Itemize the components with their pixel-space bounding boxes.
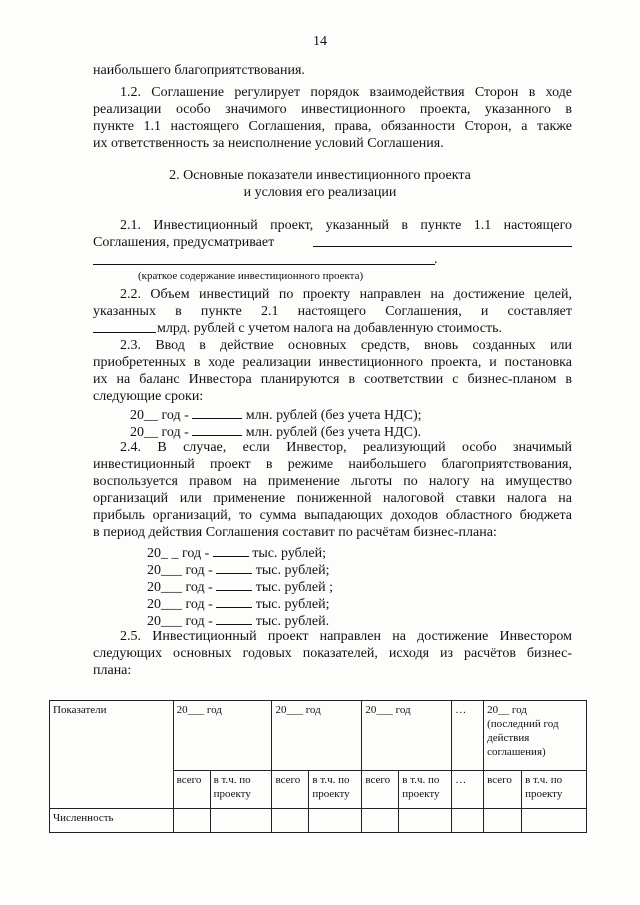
text-line: их ответственность за неисполнение условий Соглашения. — [93, 136, 444, 151]
blank-line — [216, 594, 252, 608]
amount-unit: тыс. рублей. — [255, 614, 330, 629]
year-label: 20__ год - — [130, 425, 189, 440]
blank-line — [216, 577, 252, 591]
text-line: указанных в пункте 2.1 настоящего Соглашения, и составляет — [93, 304, 572, 319]
text-line: 2.2. Объем инвестиций по проекту направлен на достижение целей, — [120, 287, 572, 302]
text-line: 2.1. Инвестиционный проект, указанный в пункте 1.1 настоящего — [120, 218, 572, 233]
subheader-ellipsis: … — [452, 771, 484, 809]
amount-unit: тыс. рублей ; — [255, 580, 334, 595]
text-line: млрд. рублей с учетом налога на добавленную стоимость. — [157, 321, 502, 336]
table-header-row — [50, 701, 587, 771]
amount-unit: млн. рублей (без учета НДС). — [245, 425, 422, 440]
table-cell — [484, 809, 522, 833]
blank-line — [216, 611, 252, 625]
table-cell — [309, 809, 362, 833]
text-line: в период действия Соглашения составит по расчётам бизнес-плана: — [93, 525, 497, 540]
amount-unit: тыс. рублей; — [252, 546, 327, 561]
text-line: плана: — [93, 663, 132, 678]
subheader-total: всего — [173, 771, 210, 809]
text-line: пункте 1.1 настоящего Соглашения, права, обязанности Сторон, а также — [93, 119, 572, 134]
subheader-total: всего — [362, 771, 399, 809]
row-label: Численность — [50, 809, 174, 833]
text-line: 2.3. Ввод в действие основных средств, вновь созданных или — [120, 338, 572, 353]
header-last-year: 20__ год (последний год действия соглашения) — [484, 701, 587, 771]
table-cell — [452, 809, 484, 833]
subheader-total: всего — [272, 771, 309, 809]
amount-unit: тыс. рублей; — [255, 597, 330, 612]
subheader-total: всего — [484, 771, 522, 809]
header-year: 20___ год — [173, 701, 272, 771]
section-heading: 2. Основные показатели инвестиционного проекта — [169, 168, 471, 183]
text-line: организаций или применение пониженной налоговой ставки налога на — [93, 491, 572, 506]
blank-line — [93, 264, 435, 265]
field-caption: (краткое содержание инвестиционного проекта) — [138, 270, 364, 282]
text-line: 2.4. В случае, если Инвестор, реализующий особо значимый — [120, 440, 572, 455]
text-line: следующие сроки: — [93, 389, 204, 404]
text-line: Соглашения, предусматривает — [93, 235, 275, 250]
text-line: следующих основных годовых показателей, исходя из расчётов бизнес- — [93, 646, 572, 661]
blank-line — [216, 560, 252, 574]
table-row — [50, 809, 587, 833]
subheader-project: в т.ч. по проекту — [210, 771, 272, 809]
year-label: 20___ год - — [147, 580, 213, 595]
amount-unit: млн. рублей (без учета НДС); — [245, 408, 422, 423]
table-cell — [399, 809, 452, 833]
text-line: . — [434, 252, 438, 267]
header-indicators: Показатели — [50, 701, 174, 809]
text-line: 2.5. Инвестиционный проект направлен на достижение Инвестором — [120, 629, 572, 644]
indicators-table — [49, 700, 587, 833]
text-line: инвестиционный проект в режиме наибольшего благоприятствования, — [93, 457, 572, 472]
text-line: 1.2. Соглашение регулирует порядок взаимодействия Сторон в ходе — [120, 85, 572, 100]
header-year: 20___ год — [272, 701, 362, 771]
table-cell — [210, 809, 272, 833]
year-label: 20___ год - — [147, 597, 213, 612]
text-line: их на баланс Инвестора планируются в соответствии с бизнес-планом в — [93, 372, 572, 387]
subheader-project: в т.ч. по проекту — [522, 771, 587, 809]
text-line: воспользуется правом на применение льготы по налогу на имущество — [93, 474, 572, 489]
header-ellipsis: … — [452, 701, 484, 771]
blank-line — [192, 405, 242, 419]
year-label: 20___ год - — [147, 614, 213, 629]
table-cell — [522, 809, 587, 833]
section-heading: и условия его реализации — [243, 185, 397, 200]
table-cell — [362, 809, 399, 833]
table-cell — [272, 809, 309, 833]
table-cell — [173, 809, 210, 833]
year-label: 20_ _ год - — [147, 546, 210, 561]
blank-line — [213, 543, 249, 557]
text-line: прибыль организаций, то сумма выпадающих доходов областного бюджета — [93, 508, 572, 523]
page-number: 14 — [313, 34, 327, 49]
text-line: наибольшего благоприятствования. — [93, 63, 305, 78]
amount-unit: тыс. рублей; — [255, 563, 330, 578]
subheader-project: в т.ч. по проекту — [309, 771, 362, 809]
year-label: 20___ год - — [147, 563, 213, 578]
blank-line — [93, 332, 156, 333]
text-line: реализации особо значимого инвестиционного проекта, указанного в — [93, 102, 572, 117]
year-label: 20__ год - — [130, 408, 189, 423]
blank-line — [192, 422, 242, 436]
header-year: 20___ год — [362, 701, 452, 771]
blank-line — [313, 246, 572, 247]
text-line: приобретенных в ходе реализации инвестиционного проекта, и постановка — [93, 355, 572, 370]
subheader-project: в т.ч. по проекту — [399, 771, 452, 809]
